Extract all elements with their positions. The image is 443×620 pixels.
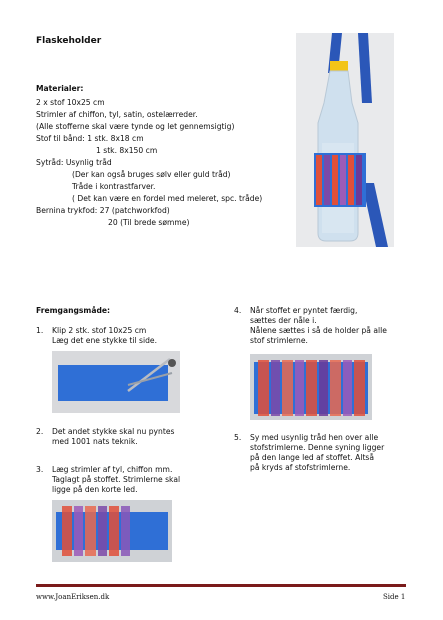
step-line: Taglagt på stoffet. Strimlerne skal (52, 475, 181, 484)
step-line: Når stoffet er pyntet færdig, (250, 306, 358, 315)
pinned-strips-photo (250, 354, 372, 420)
step-line: på kryds af stofstrimlerne. (250, 463, 351, 472)
step-number: 5. (234, 433, 242, 442)
step-line: Klip 2 stk. stof 10x25 cm (52, 326, 147, 335)
materials-line: Sytråd: Usynlig tråd (36, 158, 112, 167)
materials-list (36, 97, 296, 229)
step-number: 1. (36, 326, 44, 335)
pinned-strips-illustration (250, 354, 372, 420)
footer-divider (36, 584, 406, 587)
step-1 (36, 326, 206, 346)
step-number: 4. (234, 306, 242, 315)
footer-page-number: Side 1 (383, 593, 406, 601)
cutting-fabric-illustration (52, 351, 180, 413)
footer-website: www.JoanEriksen.dk (36, 593, 110, 601)
layered-strips-illustration (52, 500, 172, 562)
materials-line: 2 x stof 10x25 cm (36, 98, 105, 107)
step-line: stof strimlerne. (250, 336, 308, 345)
cutting-fabric-photo (52, 351, 180, 413)
layered-strips-photo (52, 500, 172, 562)
step-line: på den lange led af stoffet. Altså (250, 453, 375, 462)
materials-line: (Alle stofferne skal være tynde og let gennemsigtig) (36, 122, 235, 131)
materials-line: 1 stk. 8x150 cm (96, 146, 158, 155)
step-number: 3. (36, 465, 44, 474)
bottle-holder-photo (296, 33, 394, 247)
materials-line: ( Det kan være en fordel med meleret, spc. tråde) (72, 194, 263, 203)
step-line: med 1001 nats teknik. (52, 437, 138, 446)
step-2 (36, 427, 206, 447)
materials-line: Bernina trykfod: 27 (patchworkfod) (36, 206, 170, 215)
step-line: Det andet stykke skal nu pyntes (52, 427, 175, 436)
step-4 (234, 306, 404, 346)
step-line: Læg det ene stykke til side. (52, 336, 157, 345)
step-line: Sy med usynlig tråd hen over alle (250, 433, 379, 442)
step-line: stofstrimlerne. Denne syning ligger (250, 443, 385, 452)
materials-line: 20 (Til brede sømme) (108, 218, 190, 227)
step-line: Nålene sættes i så de holder på alle (250, 326, 387, 335)
step-line: ligge på den korte led. (52, 485, 138, 494)
step-3 (36, 465, 206, 495)
step-5 (234, 433, 404, 473)
materials-line: Stof til bånd: 1 stk. 8x18 cm (36, 134, 144, 143)
materials-line: Tråde i kontrastfarver. (72, 182, 156, 191)
procedure-heading: Fremgangsmåde: (36, 306, 111, 315)
materials-line: (Der kan også bruges sølv eller guld tråd) (72, 170, 231, 179)
materials-line: Strimler af chiffon, tyl, satin, ostelærreder. (36, 110, 198, 119)
page-title: Flaskeholder (36, 36, 102, 46)
bottle-holder-illustration (296, 33, 394, 247)
step-number: 2. (36, 427, 44, 436)
step-line: sættes der nåle i. (250, 316, 317, 325)
materials-heading: Materialer: (36, 84, 84, 93)
step-line: Læg strimler af tyl, chiffon mm. (52, 465, 173, 474)
